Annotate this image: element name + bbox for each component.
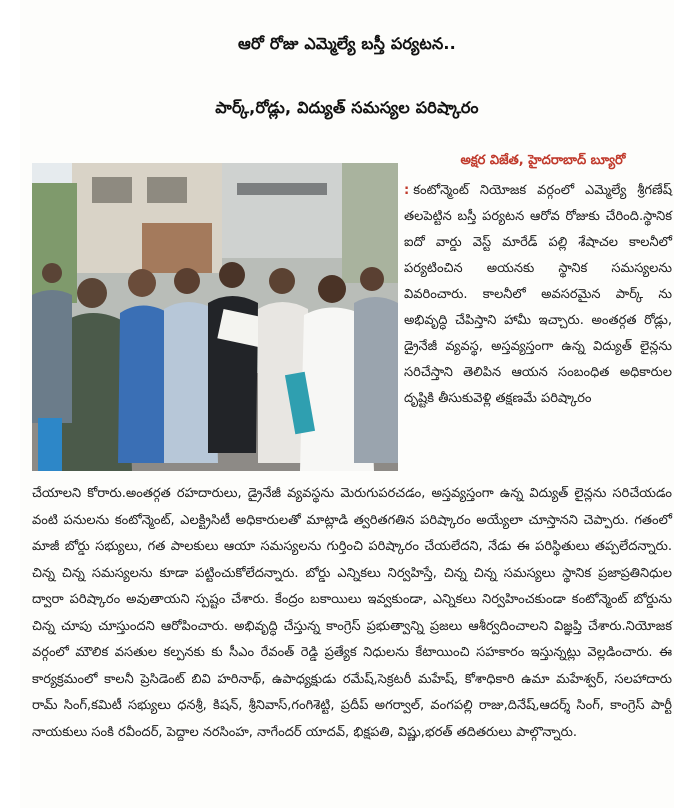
article-column-text: కంటోన్మెంట్ నియోజక వర్గంలో ఎమ్మెల్యే శ్రీగణేష్ తలపెట్టిన బస్తీ పర్యటన ఆరోవ రోజుకు చేరింది.స్థానిక ఐదో వార్డు వెస్ట్ మారేడ్ పల్లి శేషాచల కాలనీలో పర్యటించిన అయనకు స్థానిక సమస్యలను వివరించారు. కాలనీలో అవసరమైన పార్క్ ను అభివృద్ధి చేపిస్తాని హామీ ఇచ్చారు. అంతర్గత రోడ్లు, డ్రైనేజీ వ్యవస్థ, అస్తవ్యస్తంగా ఉన్న విద్యుత్ లైన్లను సరిచేస్తాని తెలిపిన ఆయన సంబంధిత అధికారుల దృష్టికి తీసుకువెళ్లి తక్షణమే పరిష్కారం: [404, 183, 672, 406]
article-body: [32, 481, 672, 746]
newspaper-clipping: [20, 0, 674, 808]
headline-line-1: ఆరో రోజు ఎమ్మెల్యే బస్తీ పర్యటన..: [238, 34, 456, 53]
news-photo: [32, 163, 398, 471]
headline-line-2: పార్క్,రోడ్లు, విద్యుత్ సమస్యల పరిష్కారం: [215, 98, 479, 117]
bullet-mark: :: [404, 183, 410, 198]
article-body-text: చేయాలని కోరారు.అంతర్గత రహదారులు, డ్రైనేజీ వ్యవస్థను మెరుగుపరచడం, అస్తవ్యస్తంగా ఉన్న విద్యుత్ లైన్లను సరిచేయడం వంటి పనులను కంటోన్మెంట్, ఎలక్ట్రిసిటీ అధికారులతో మాట్లాడి త్వరితగతిన పరిష్కారం అయ్యేలా చూస్తానని చెప్పారు. గతంలో మాజీ బోర్డు సభ్యులు, గత పాలకులు ఆయా సమస్యలను గుర్తించి పరిష్కారం చేయలేదని, నేడు ఈ పరిస్థితులు తప్పలేదన్నారు. చిన్న చిన్న సమస్యలను కూడా పట్టించుకోలేదన్నారు. బోర్డు ఎన్నికలు నిర్వహిస్తే, చిన్న చిన్న సమస్యలు స్థానిక ప్రజాప్రతినిధుల ద్వారా పరిష్కారం అవుతాయని స్పష్టం చేశారు. కేంద్రం బకాయిలు ఇవ్వకుండా, ఎన్నికలు నిర్వహించకుండా కంటోన్మెంట్ బోర్డును చిన్న చూపు చూస్తుందని ఆరోపించారు. అభివృద్ధి చేస్తున్న కాంగ్రెస్ ప్రభుత్వాన్ని ప్రజలు ఆశీర్వదించాలని విజ్ఞప్తి చేశారు.నియోజక వర్గంలో మౌలిక వసతుల కల్పనకు కు సీఎం రేవంత్ రెడ్డి ప్రత్యేక నిధులను కేటాయించి సహకారం ఇస్తున్నట్లు వెల్లడించారు. ఈ కార్యక్రమంలో కాలనీ ప్రెసిడెంట్ బివి హరినాథ్, ఉపాధ్యక్షుడు రమేష్,సెక్రటరీ మహేష్, కోశాధికారి ఉమా మహేశ్వర్, సలహాదారు రామ్ సింగ్,కమిటీ సభ్యులు ధనశ్రీ, కిషన్, శ్రీనివాస్,గంగిశెట్టి, ప్రదీప్ అగర్వాల్, వంగపల్లి రాజు,దినేష్,ఆదర్శ్ సింగ్, కాంగ్రెస్ పార్టీ నాయకులు సంకి రవీందర్, పెద్దాల నరసింహ, నాగేందర్ యాదవ్, భిక్షపతి, విష్ణు,భరత్ తదితరులు పాల్గొన్నారు.: [32, 486, 672, 740]
article-column: [404, 178, 672, 412]
byline: అక్షర విజేత, హైదరాబాద్ బ్యూరో: [460, 153, 626, 168]
